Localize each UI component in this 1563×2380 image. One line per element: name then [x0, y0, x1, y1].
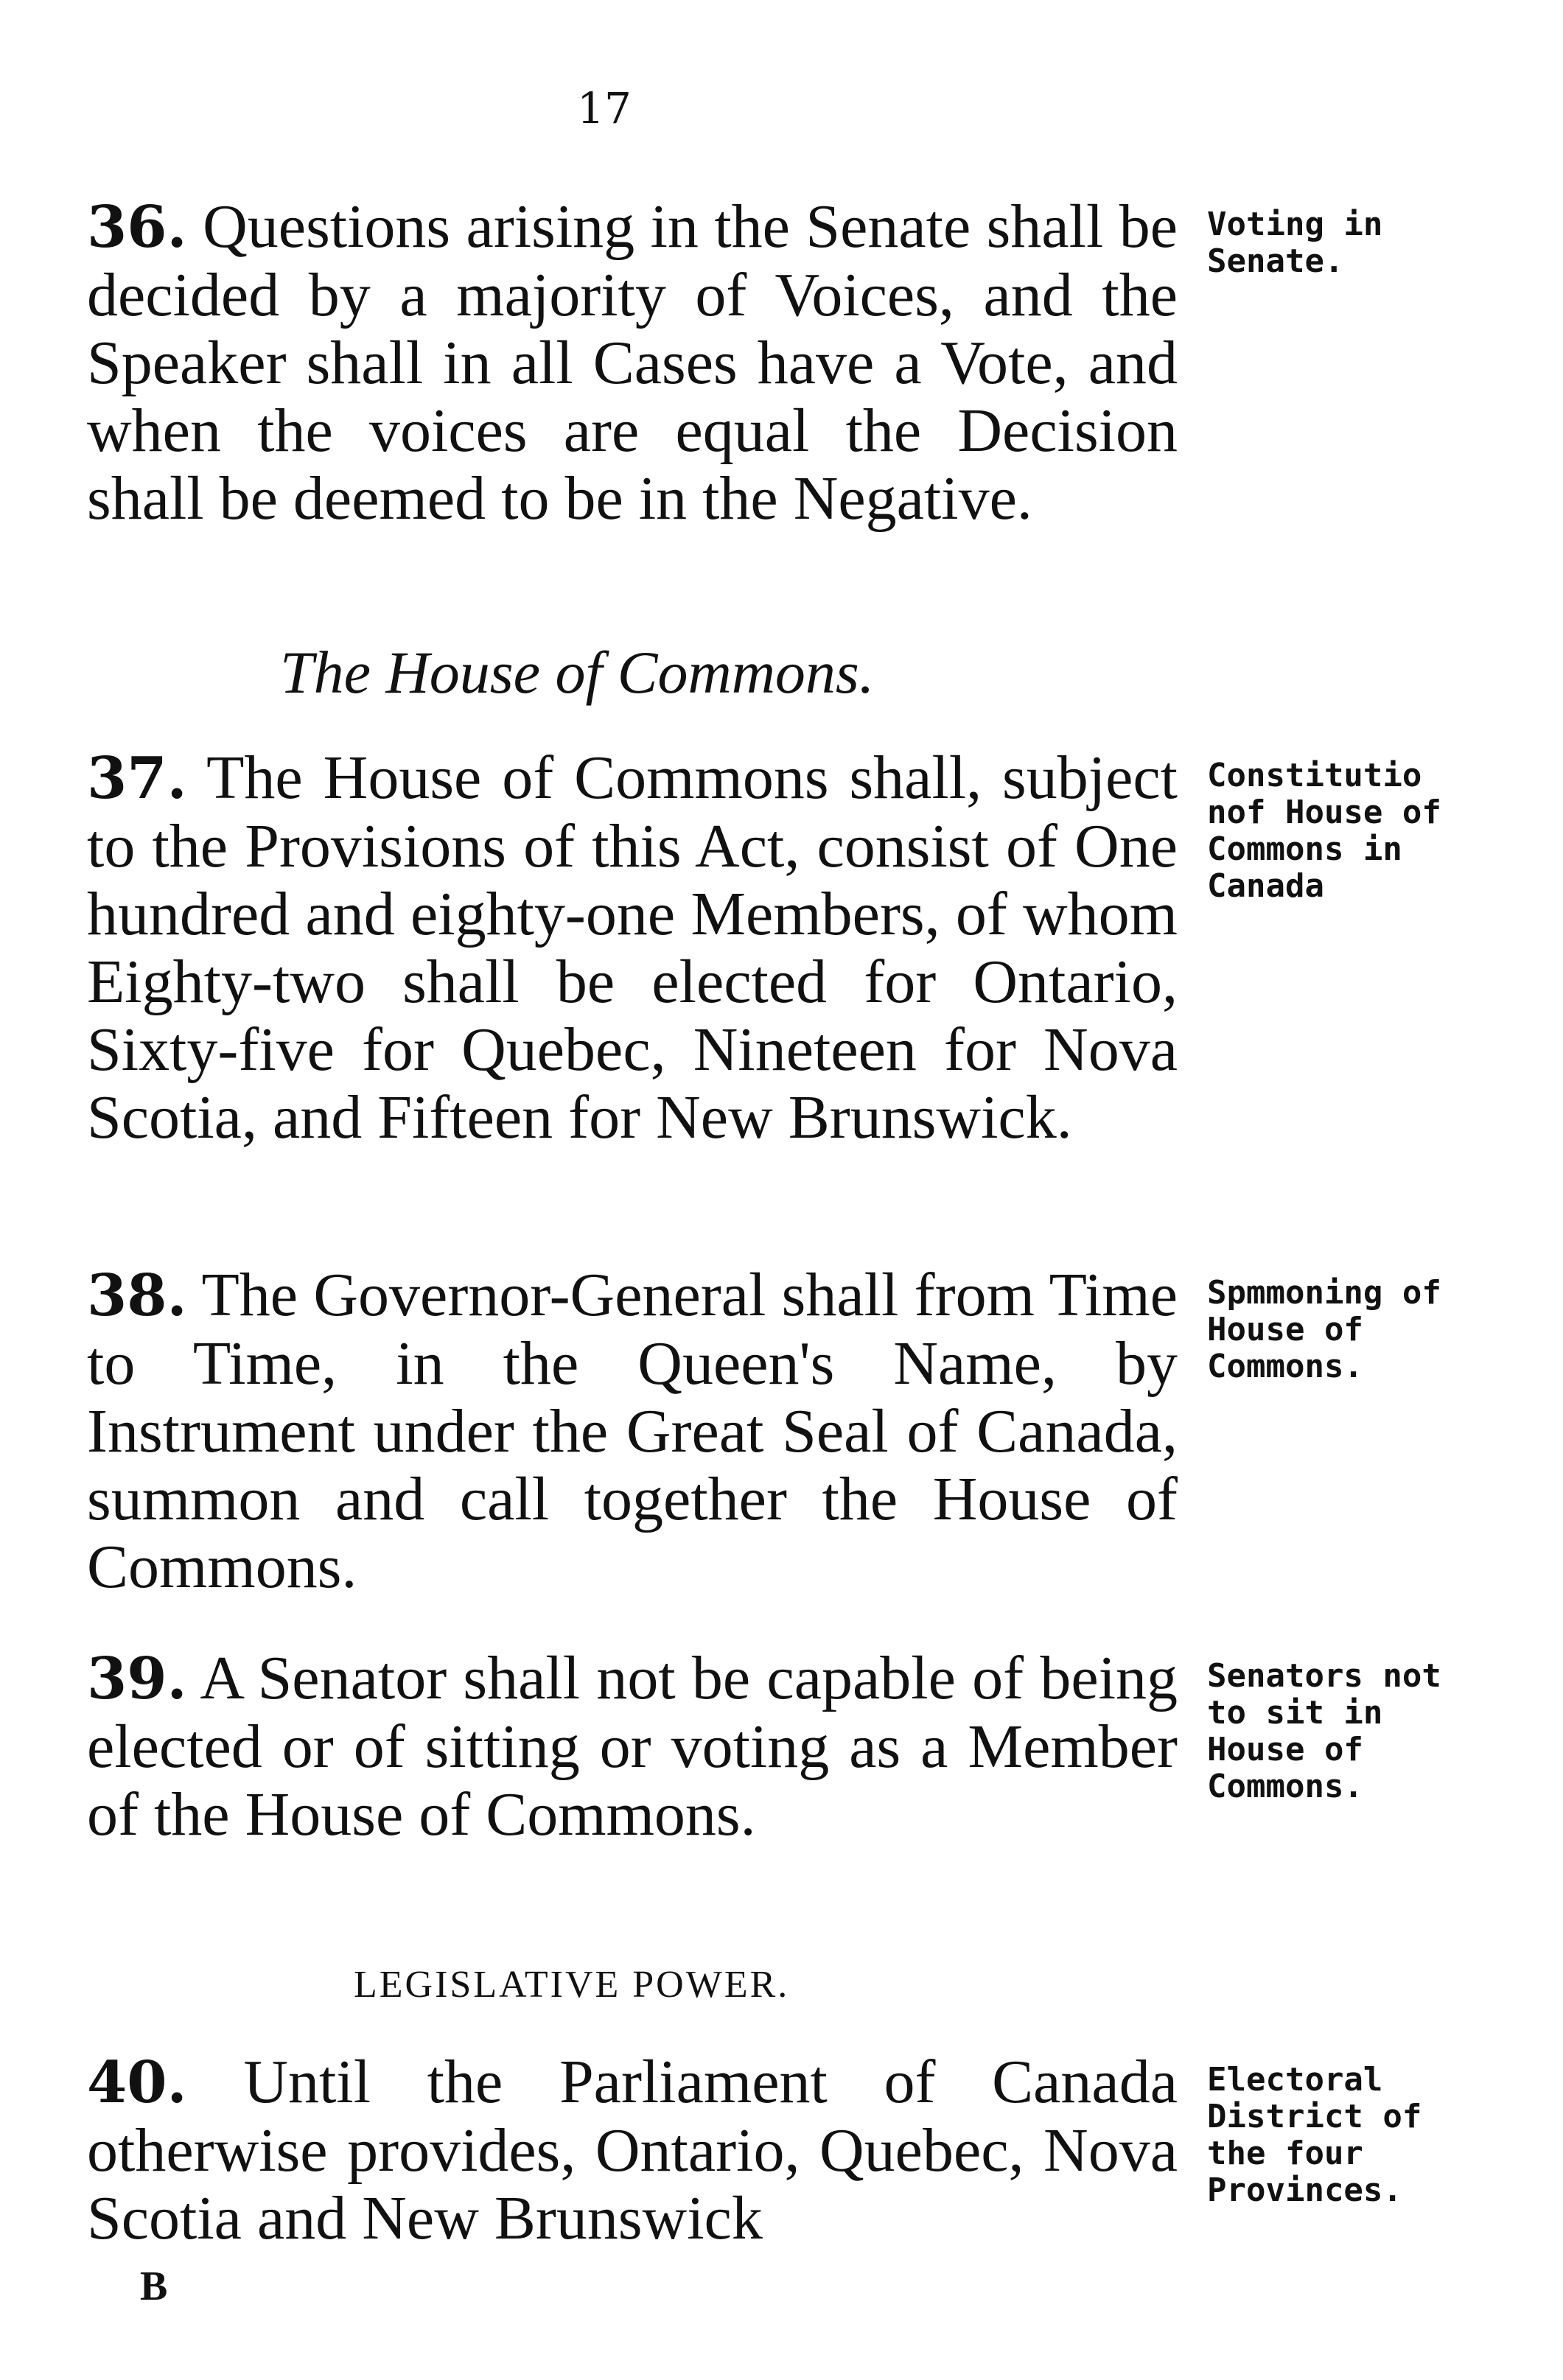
section-number: 37. — [87, 745, 187, 812]
section-text: The House of Commons shall, subject to the Provisions of this Act, consist of One hundred and eighty-one Members, of whom Eighty-two shall be elected for Ontario, Sixty-five for Quebec, Nineteen for Nova Scotia, and Fifteen for New Brunswick. — [87, 743, 1178, 1152]
section-text: The Governor-General shall from Time to Time, in the Queen's Name, by Instrument under the Great Seal of Canada, summon and call together the House of Commons. — [87, 1261, 1178, 1601]
margin-note-38: Spmmoning of House of Commons. — [1207, 1274, 1441, 1385]
section-number: 39. — [87, 1645, 187, 1712]
margin-note-37: Constitutio nof House of Commons in Canada — [1207, 757, 1441, 905]
section-40 — [87, 2048, 1178, 2253]
section-number: 36. — [87, 194, 187, 261]
section-text: Until the Parliament of Canada otherwise provides, Ontario, Quebec, Nova Scotia and New Brunswick — [87, 2048, 1178, 2253]
section-number: 38. — [87, 1262, 187, 1329]
section-38 — [87, 1261, 1178, 1601]
heading-house-of-commons: The House of Commons. — [280, 639, 875, 706]
signature-mark: B — [140, 2264, 168, 2309]
page-number: 17 — [577, 83, 632, 133]
margin-note-39: Senators not to sit in House of Commons. — [1207, 1657, 1441, 1805]
section-39 — [87, 1645, 1178, 1849]
section-text: Questions arising in the Senate shall be decided by a majority of Voices, and the Speaker shall in all Cases have a Vote, and when the voices are equal the Decision shall be deemed to be in the Negative. — [87, 192, 1178, 533]
section-37 — [87, 744, 1178, 1152]
heading-legislative-power: LEGISLATIVE POWER. — [354, 1964, 790, 2006]
margin-note-40: Electoral District of the four Provinces. — [1207, 2061, 1422, 2209]
section-36 — [87, 193, 1178, 533]
section-text: A Senator shall not be capable of being elected or of sitting or voting as a Member of the House of Commons. — [87, 1644, 1178, 1849]
section-number: 40. — [87, 2049, 187, 2116]
margin-note-36: Voting in Senate. — [1207, 206, 1383, 280]
